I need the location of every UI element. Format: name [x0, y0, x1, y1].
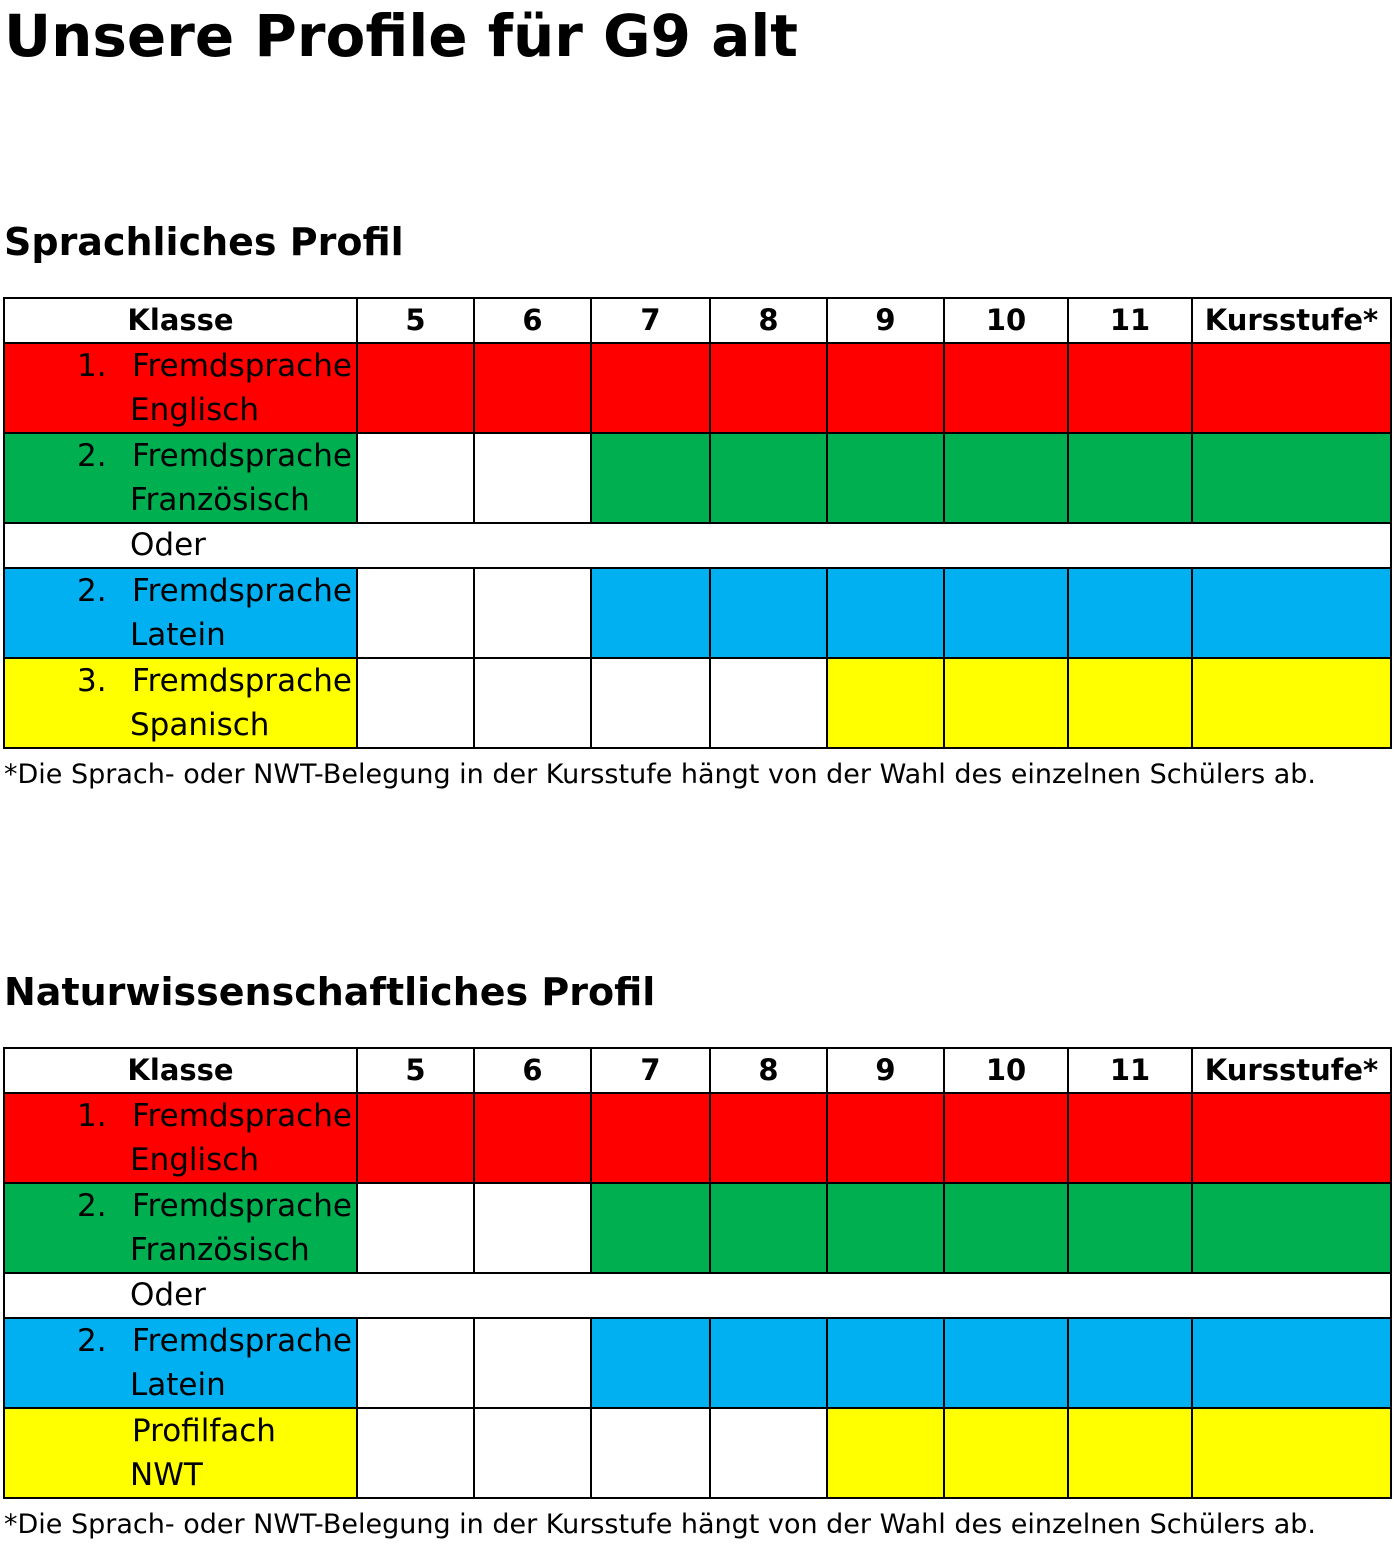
subject-number: 2.	[77, 573, 107, 609]
filled-cell	[827, 1408, 944, 1498]
header-col-5: 9	[827, 298, 944, 343]
filled-cell	[944, 1318, 1068, 1408]
header-col-5: 9	[827, 1048, 944, 1093]
table-row	[4, 658, 1391, 748]
filled-cell	[1192, 658, 1391, 748]
header-klasse: Klasse	[4, 298, 357, 343]
subject-line1: Fremdsprache	[132, 573, 352, 609]
filled-cell	[474, 343, 591, 433]
filled-cell	[474, 1093, 591, 1183]
empty-cell	[357, 433, 474, 523]
subject-line1: Fremdsprache	[132, 1098, 352, 1134]
empty-cell	[591, 1408, 710, 1498]
oder-label: Oder	[4, 523, 1391, 568]
empty-cell	[357, 1318, 474, 1408]
filled-cell	[944, 1093, 1068, 1183]
filled-cell	[1068, 433, 1192, 523]
subject-line1: Fremdsprache	[132, 663, 352, 699]
subject-line2: Spanisch	[130, 707, 270, 743]
header-col-6: 10	[944, 1048, 1068, 1093]
empty-cell	[357, 568, 474, 658]
empty-cell	[357, 1408, 474, 1498]
filled-cell	[1192, 1408, 1391, 1498]
table-row	[4, 1093, 1391, 1183]
filled-cell	[1068, 1408, 1192, 1498]
footnote-naturwissenschaftlich: *Die Sprach- oder NWT-Belegung in der Kursstufe hängt von der Wahl des einzelnen Schülers ab.	[4, 1509, 1316, 1540]
filled-cell	[710, 1183, 827, 1273]
filled-cell	[357, 343, 474, 433]
filled-cell	[710, 568, 827, 658]
header-col-4: 8	[710, 298, 827, 343]
header-col-8: Kursstufe*	[1192, 298, 1391, 343]
empty-cell	[474, 1408, 591, 1498]
empty-cell	[474, 568, 591, 658]
oder-label: Oder	[4, 1273, 1391, 1318]
filled-cell	[1068, 1183, 1192, 1273]
filled-cell	[944, 1408, 1068, 1498]
subject-line2: Englisch	[130, 392, 259, 428]
filled-cell	[710, 1093, 827, 1183]
filled-cell	[827, 433, 944, 523]
filled-cell	[1192, 568, 1391, 658]
filled-cell	[827, 1093, 944, 1183]
filled-cell	[591, 1318, 710, 1408]
empty-cell	[357, 1183, 474, 1273]
filled-cell	[1192, 1318, 1391, 1408]
table-row	[4, 1408, 1391, 1498]
subject-line1: Fremdsprache	[132, 348, 352, 384]
subject-line1: Fremdsprache	[132, 438, 352, 474]
filled-cell	[591, 568, 710, 658]
filled-cell	[591, 1183, 710, 1273]
filled-cell	[1192, 343, 1391, 433]
empty-cell	[474, 1183, 591, 1273]
table-row	[4, 433, 1391, 523]
table-row	[4, 1318, 1391, 1408]
empty-cell	[357, 658, 474, 748]
header-klasse: Klasse	[4, 1048, 357, 1093]
filled-cell	[1068, 658, 1192, 748]
page-title: Unsere Profile für G9 alt	[4, 2, 798, 70]
filled-cell	[827, 568, 944, 658]
header-col-1: 5	[357, 298, 474, 343]
subject-line1: Fremdsprache	[132, 1188, 352, 1224]
subject-cell	[4, 1093, 357, 1183]
empty-cell	[474, 658, 591, 748]
header-col-6: 10	[944, 298, 1068, 343]
section-title-naturwissenschaftlich: Naturwissenschaftliches Profil	[4, 970, 656, 1014]
subject-number: 1.	[77, 348, 107, 384]
empty-cell	[710, 658, 827, 748]
filled-cell	[827, 1318, 944, 1408]
empty-cell	[474, 433, 591, 523]
filled-cell	[944, 433, 1068, 523]
subject-number: 2.	[77, 438, 107, 474]
profile-table-naturwissenschaftlich	[3, 1047, 1392, 1499]
subject-line2: Französisch	[130, 482, 310, 518]
filled-cell	[944, 568, 1068, 658]
filled-cell	[1068, 1093, 1192, 1183]
header-col-2: 6	[474, 1048, 591, 1093]
filled-cell	[1068, 568, 1192, 658]
header-col-2: 6	[474, 298, 591, 343]
header-col-3: 7	[591, 298, 710, 343]
filled-cell	[827, 658, 944, 748]
subject-cell	[4, 433, 357, 523]
table-row	[4, 1183, 1391, 1273]
table-row	[4, 568, 1391, 658]
filled-cell	[944, 343, 1068, 433]
filled-cell	[944, 658, 1068, 748]
header-col-3: 7	[591, 1048, 710, 1093]
footnote-sprachlich: *Die Sprach- oder NWT-Belegung in der Kursstufe hängt von der Wahl des einzelnen Schülers ab.	[4, 759, 1316, 790]
subject-cell	[4, 343, 357, 433]
filled-cell	[591, 343, 710, 433]
filled-cell	[1192, 1093, 1391, 1183]
empty-cell	[710, 1408, 827, 1498]
header-col-8: Kursstufe*	[1192, 1048, 1391, 1093]
subject-cell	[4, 1318, 357, 1408]
filled-cell	[710, 1318, 827, 1408]
section-title-sprachlich: Sprachliches Profil	[4, 220, 404, 264]
subject-line2: NWT	[130, 1457, 203, 1493]
table-header-row	[4, 298, 1391, 343]
filled-cell	[591, 433, 710, 523]
subject-number: 2.	[77, 1188, 107, 1224]
subject-cell	[4, 658, 357, 748]
empty-cell	[474, 1318, 591, 1408]
table-row-oder	[4, 1273, 1391, 1318]
empty-cell	[591, 658, 710, 748]
subject-line2: Latein	[130, 617, 226, 653]
subject-number: 3.	[77, 663, 107, 699]
filled-cell	[1192, 1183, 1391, 1273]
filled-cell	[1068, 343, 1192, 433]
subject-line1: Profilfach	[132, 1413, 276, 1449]
table-row	[4, 343, 1391, 433]
filled-cell	[710, 343, 827, 433]
profile-table-sprachlich	[3, 297, 1392, 749]
filled-cell	[827, 343, 944, 433]
header-col-7: 11	[1068, 1048, 1192, 1093]
filled-cell	[357, 1093, 474, 1183]
filled-cell	[827, 1183, 944, 1273]
subject-number: 2.	[77, 1323, 107, 1359]
filled-cell	[1192, 433, 1391, 523]
filled-cell	[710, 433, 827, 523]
subject-line2: Französisch	[130, 1232, 310, 1268]
subject-line2: Englisch	[130, 1142, 259, 1178]
filled-cell	[1068, 1318, 1192, 1408]
table-row-oder	[4, 523, 1391, 568]
subject-line1: Fremdsprache	[132, 1323, 352, 1359]
table-header-row	[4, 1048, 1391, 1093]
header-col-4: 8	[710, 1048, 827, 1093]
filled-cell	[591, 1093, 710, 1183]
subject-line2: Latein	[130, 1367, 226, 1403]
subject-cell	[4, 568, 357, 658]
filled-cell	[944, 1183, 1068, 1273]
header-col-1: 5	[357, 1048, 474, 1093]
subject-cell	[4, 1408, 357, 1498]
header-col-7: 11	[1068, 298, 1192, 343]
subject-cell	[4, 1183, 357, 1273]
subject-number: 1.	[77, 1098, 107, 1134]
